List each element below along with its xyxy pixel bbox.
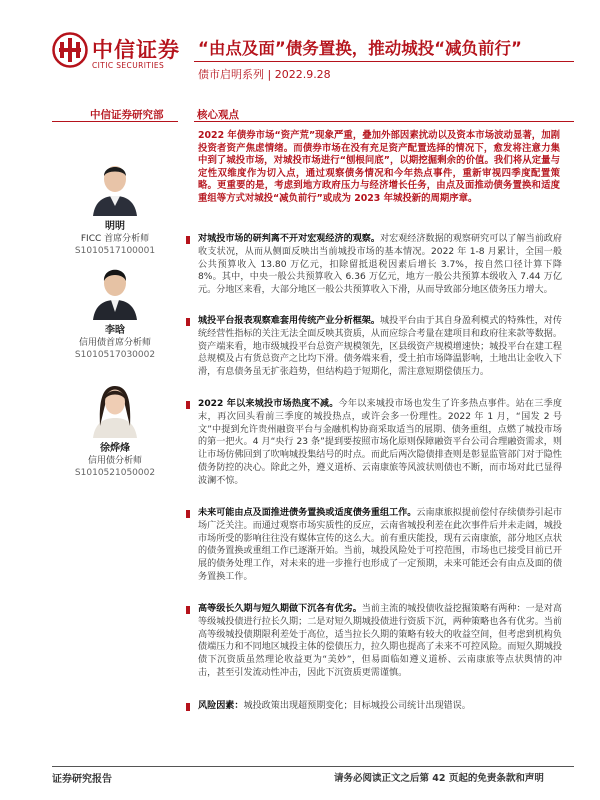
paragraph-lead: 对城投市场的研判离不开对宏观经济的观察。 bbox=[198, 234, 380, 244]
summary-paragraph: 2022 年债券市场“资产荒”现象严重，叠加外部因素扰动以及资本市场波动显著，加剧投资者资产焦虑情绪。而债券市场在没有充足资产配置选择的情况下，愈发将注意力集中到了城投市场，对城投市场进行“刨根问底”，以期挖掘剩余的价值。我们将从定量与定性双维度作为切入点，通过观察债务情况和今年热点事件，重新审视四季度配置策略。更重要的是，考虑到地方政府压力与经济增长任务，由点及面推动债务置换和适度重组等方式对城投“减负前行”或成为 2023 年城投新的周期序章。 bbox=[198, 130, 560, 204]
analyst-card bbox=[52, 152, 178, 257]
body-paragraph bbox=[198, 507, 562, 584]
bullet-marker bbox=[186, 606, 190, 614]
paragraph-lead: 风险因素： bbox=[198, 701, 244, 711]
footer-divider bbox=[52, 766, 574, 767]
paragraph-text: 城投平台由于其自身盈利模式的特殊性，对传统经营性指标的关注无法全面反映其资质，从而应综合考量在建项目和政府往来款等数据。资产端来看，地市级城投平台总资产规模领先，区县级资产规模增速快；城投平台在建工程总规模及占有货总资产之比均下滑。债务端来看，受土拍市场降温影响，土地出让金收入下滑，有息债务虽无扩张趋势，但结构趋于短期化，需注意短期偿债压力。 bbox=[198, 316, 562, 378]
analyst-license-id: S1010517100001 bbox=[74, 246, 156, 256]
paragraph-text: 城投政策出现超预期变化；目标城投公司统计出现错误。 bbox=[243, 701, 471, 711]
bullet-marker bbox=[186, 236, 190, 244]
bullet-marker bbox=[186, 318, 190, 326]
paragraph-text: 云南康旅拟提前偿付存续债券引起市场广泛关注。而通过观察市场实质性的反应，云南省城投利差在此次事件后并未走阔，城投市场所受的影响往往没有媒体宣传的这么大。前有重庆能投，现有云南康旅，部分地区点状的债务置换或重组工作已逐渐开始。当前，城投风险处于可控范围，市场也已接受目前已开展的债务处理工作，对未来的进一步推行也形成了一定预期，未来可能还会有由点及面的债务置换工作。 bbox=[198, 508, 562, 582]
body-paragraph bbox=[198, 398, 562, 488]
paragraph-lead: 2022 年以来城投市场热度不减。 bbox=[198, 399, 339, 409]
analyst-photo bbox=[87, 374, 143, 438]
analyst-name: 李晗 bbox=[105, 325, 125, 336]
paragraph-text: 当前主流的城投债收益挖掘策略有两种：一是对高等级城投债进行拉长久期；二是对短久期城投债进行资质下沉，两种策略也各有优劣。当前高等级城投债期限利差处于高位，适当拉长久期的策略有较大的收益空间，但考虑到机构负债端压力和不同地区城投主体的偿债压力，拉久期也提高了未来不可控风险。而短久期城投债下沉资质虽然理论收益更为“美妙”，但易面临如遵义道桥、云南康旅等点状舆情的冲击，甚至引发流动性冲击，因此下沉资质更需谨慎。 bbox=[198, 604, 562, 678]
body-paragraph bbox=[198, 233, 562, 297]
analyst-title: 信用债分析师 bbox=[87, 456, 142, 466]
footer-report-type: 证券研究报告 bbox=[52, 774, 112, 785]
analyst-card bbox=[52, 374, 178, 479]
analyst-name: 徐烨烽 bbox=[100, 443, 130, 454]
body-paragraph bbox=[198, 603, 562, 680]
bullet-marker bbox=[186, 703, 190, 711]
paragraph-text: 今年以来城投市场也发生了许多热点事件。站在三季度末，再次回头看前三季度的城投热点，或许会多一份理性。2022 年 1 月，“国发 2 号文”中提到允许贵州融资平台与金融机构协商采取适当的展期、债务重组，点燃了城投市场的第一把火。4 月“央行 23 条”提到要按照市场化原则保障融资平台公司合理融资需求，则让市场仿佛回到了吹响城投集结号的时点。而此后两次隐债排查则是彰显监管部门对于隐性债务防控的决心。除此之外，遵义道桥、云南康旅等风波状则债也不断，而市场对此已显得波澜不惊。 bbox=[198, 399, 562, 486]
research-dept-heading: 中信证券研究部 bbox=[90, 109, 164, 121]
title-divider bbox=[194, 61, 574, 62]
paragraph-lead: 未来可能由点及面推进债务置换或适度债务重组工作。 bbox=[198, 508, 417, 518]
analyst-photo bbox=[87, 152, 143, 216]
key-views-heading: 核心观点 bbox=[197, 109, 239, 121]
analyst-photo bbox=[87, 256, 143, 320]
footer-disclaimer: 请务必阅读正文之后第 42 页起的免责条款和声明 bbox=[334, 773, 544, 784]
analyst-card bbox=[52, 256, 178, 361]
citic-logo-icon bbox=[52, 32, 88, 68]
analyst-license-id: S1010521050002 bbox=[74, 468, 156, 478]
analyst-name: 明明 bbox=[105, 221, 125, 232]
logo-chinese-name: 中信证券 bbox=[92, 38, 180, 62]
paragraph-text: 对宏观经济数据的观察研究可以了解当前政府收支状况，从而从侧面反映出当前城投市场的基本情况。2022 年 1-8 月累计，全国一般公共预算收入 13.80 万亿元，扣除留抵退税因素后增长 3.7%，按自然口径计算下降 8%。其中，中央一般公共预算收入 6.36 万亿元，地方一般公共预算本级收入 7.44 万亿元。分地区来看，大部分地区一般公共预算收入下滑，从而导致部分地区债务压力增大。 bbox=[198, 234, 562, 296]
right-heading-rule bbox=[194, 121, 574, 122]
analyst-license-id: S1010517030002 bbox=[74, 350, 156, 360]
body-paragraph bbox=[198, 315, 562, 379]
paragraph-lead: 高等级长久期与短久期做下沉各有优劣。 bbox=[198, 604, 362, 614]
paragraph-lead: 城投平台报表观察难套用传统产业分析框架。 bbox=[198, 316, 380, 326]
report-subtitle: 债市启明系列 | 2022.9.28 bbox=[198, 68, 331, 81]
bullet-marker bbox=[186, 510, 190, 518]
left-heading-rule bbox=[52, 121, 178, 122]
logo-english-name: CITIC SECURITIES bbox=[92, 61, 165, 70]
report-title: “由点及面”债务置换，推动城投“减负前行” bbox=[198, 39, 522, 58]
company-logo bbox=[52, 32, 192, 76]
analyst-title: 信用债首席分析师 bbox=[78, 338, 151, 348]
body-paragraph bbox=[198, 700, 562, 713]
bullet-marker bbox=[186, 401, 190, 409]
analyst-title: FICC 首席分析师 bbox=[80, 234, 150, 244]
